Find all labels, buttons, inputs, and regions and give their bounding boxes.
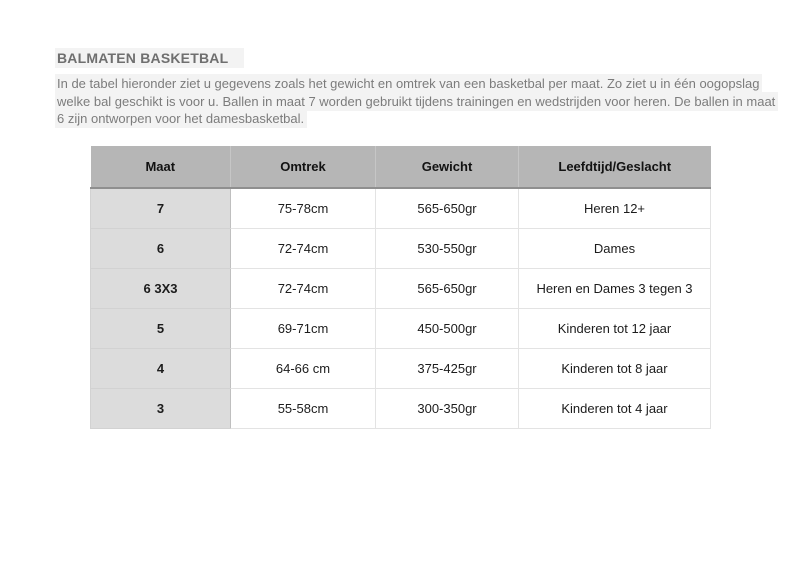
ball-sizes-table <box>90 146 711 429</box>
column-header-leeftijd-geslacht: Leefdtijd/Geslacht <box>519 146 711 188</box>
cell-maat: 6 <box>91 228 231 268</box>
cell-gewicht: 530-550gr <box>376 228 519 268</box>
page-title <box>55 50 244 66</box>
table-row <box>91 188 711 228</box>
table-row <box>91 228 711 268</box>
table-row <box>91 268 711 308</box>
intro-line <box>55 75 778 93</box>
cell-maat: 6 3X3 <box>91 268 231 308</box>
page-title-text: BALMATEN BASKETBAL <box>55 48 244 68</box>
cell-omtrek: 69-71cm <box>231 308 376 348</box>
column-header-maat: Maat <box>91 146 231 188</box>
table-row <box>91 308 711 348</box>
intro-line-1-text: In de tabel hieronder ziet u gegevens zoals het gewicht en omtrek van een basketbal per maat. Zo ziet u in één oogopslag <box>55 74 762 93</box>
column-header-gewicht: Gewicht <box>376 146 519 188</box>
cell-maat: 4 <box>91 348 231 388</box>
cell-gewicht: 300-350gr <box>376 388 519 428</box>
table-row <box>91 388 711 428</box>
cell-leeftijd-geslacht: Kinderen tot 8 jaar <box>519 348 711 388</box>
cell-omtrek: 72-74cm <box>231 228 376 268</box>
cell-leeftijd-geslacht: Kinderen tot 4 jaar <box>519 388 711 428</box>
intro-line-3-text: 6 zijn ontworpen voor het damesbasketbal. <box>55 109 307 128</box>
cell-leeftijd-geslacht: Dames <box>519 228 711 268</box>
intro-line-2-text: welke bal geschikt is voor u. Ballen in maat 7 worden gebruikt tijdens trainingen en wedstrijden voor heren. De ballen in maat <box>55 92 778 111</box>
intro-line <box>55 110 778 128</box>
intro-paragraph <box>55 75 778 128</box>
cell-leeftijd-geslacht: Heren en Dames 3 tegen 3 <box>519 268 711 308</box>
cell-omtrek: 75-78cm <box>231 188 376 228</box>
cell-gewicht: 375-425gr <box>376 348 519 388</box>
cell-gewicht: 450-500gr <box>376 308 519 348</box>
cell-omtrek: 55-58cm <box>231 388 376 428</box>
table-row <box>91 348 711 388</box>
cell-maat: 7 <box>91 188 231 228</box>
cell-maat: 5 <box>91 308 231 348</box>
cell-omtrek: 64-66 cm <box>231 348 376 388</box>
intro-line <box>55 93 778 111</box>
cell-omtrek: 72-74cm <box>231 268 376 308</box>
cell-leeftijd-geslacht: Kinderen tot 12 jaar <box>519 308 711 348</box>
cell-gewicht: 565-650gr <box>376 188 519 228</box>
cell-maat: 3 <box>91 388 231 428</box>
table-header-row <box>91 146 711 188</box>
cell-leeftijd-geslacht: Heren 12+ <box>519 188 711 228</box>
column-header-omtrek: Omtrek <box>231 146 376 188</box>
cell-gewicht: 565-650gr <box>376 268 519 308</box>
